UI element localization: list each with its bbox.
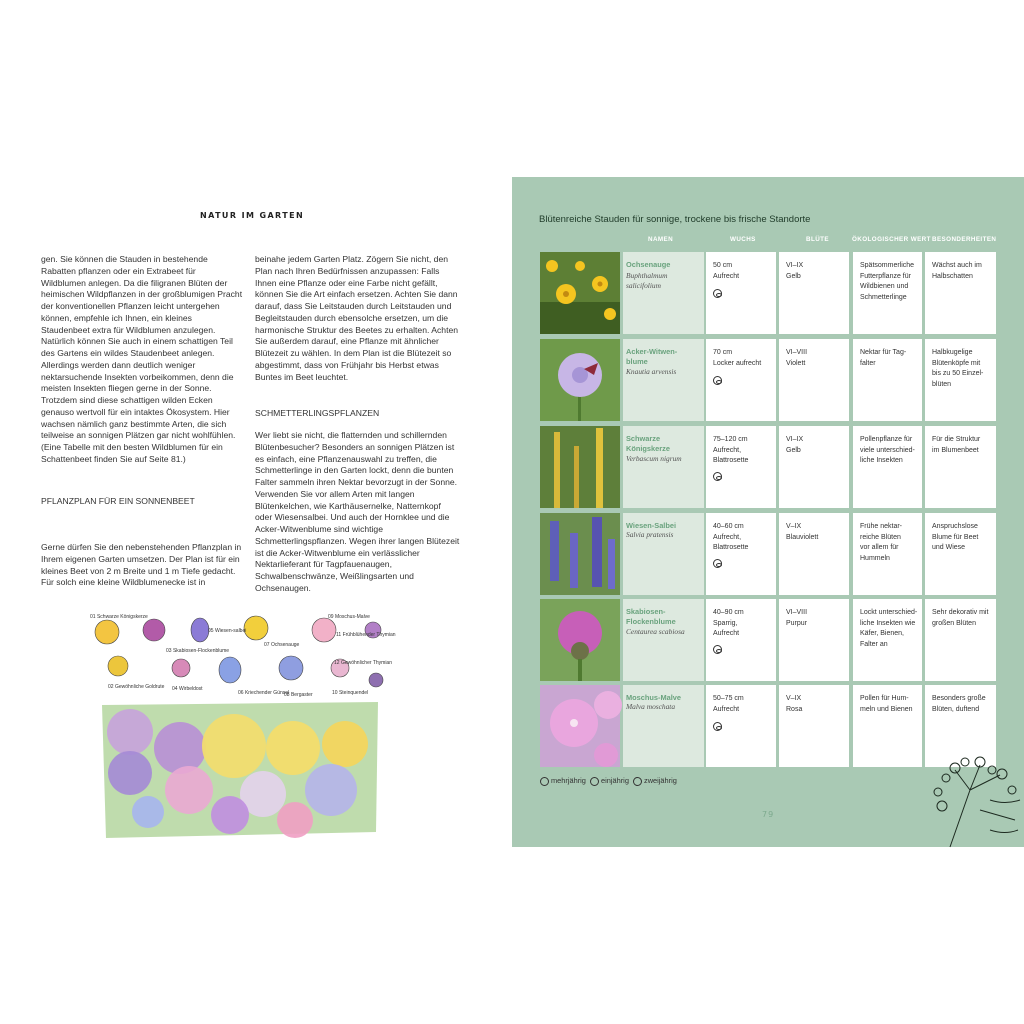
column-header-besonderheiten: BESONDERHEITEN	[932, 236, 997, 243]
wuchs-text: 40–90 cm Sparrig, Aufrecht	[713, 609, 744, 638]
perennial-icon	[713, 722, 722, 731]
plan-label-02: 02 Gewöhnliche Goldrute	[108, 684, 165, 690]
oko-text: Frühe nektar- reiche Blüten vor allem für Hummeln	[860, 523, 903, 562]
plan-label-07: 07 Ochsenauge	[264, 642, 300, 648]
wuchs-cell	[706, 513, 776, 595]
oko-cell	[853, 599, 922, 681]
photo-yellow-spike	[540, 426, 620, 508]
legend	[540, 776, 677, 786]
table-row	[540, 513, 996, 595]
blute-cell	[779, 685, 849, 767]
bes-text: Sehr dekorativ mit großen Blüten	[932, 609, 989, 627]
biennial-icon	[633, 777, 642, 786]
bes-cell	[925, 252, 996, 334]
name-cell	[623, 339, 704, 421]
column-header-namen: NAMEN	[648, 236, 674, 243]
blute-text: VI–VIII Violett	[786, 349, 808, 367]
plan-label-11: 11 Frühblühender Thymian	[336, 632, 396, 638]
flower-icon-row	[95, 616, 383, 687]
name-cell	[623, 252, 704, 334]
body-paragraph-plan: Gerne dürfen Sie den nebenstehenden Pflanzplan in Ihrem eigenen Garten umsetzen. Der Plan ist für ein kleines Beet von 2 m Breite und 1 m Tiefe gedacht. Für solch eine kleine Wildblumenecke ist in	[41, 542, 242, 588]
flower-bed	[102, 702, 378, 838]
perennial-icon	[713, 645, 722, 654]
oko-text: Pollen für Hum- meln und Bienen	[860, 695, 913, 713]
blute-text: VI–IX Gelb	[786, 262, 804, 280]
wuchs-text: 50–75 cm Aufrecht	[713, 695, 744, 713]
blute-cell	[779, 513, 849, 595]
bes-text: Anspruchslose Blume für Beet und Wiese	[932, 523, 979, 552]
page-number: 79	[762, 810, 775, 819]
oko-text: Lockt unterschied- liche Insekten wie Käfer, Bienen, Falter an	[860, 609, 918, 648]
blute-cell	[779, 252, 849, 334]
column-header-blute: BLÜTE	[806, 236, 829, 243]
running-head: NATUR IM GARTEN	[200, 211, 305, 220]
oko-text: Spätsommerliche Futterpflanze für Wildbienen und Schmetterlinge	[860, 262, 915, 301]
photo-blue-spike	[540, 513, 620, 595]
wuchs-cell	[706, 685, 776, 767]
perennial-icon	[713, 376, 722, 385]
wuchs-text: 75–120 cm Aufrecht, Blattrosette	[713, 436, 749, 465]
body-paragraph-schmetterling: Wer liebt sie nicht, die flatternden und schillernden Blütenbesucher? Besonders an sonnigen Plätzen ist es einfach, eine Pflanzenauswahl zu treffen, die Schmetterlinge in den Garten lockt, denn die bunten Falter sammeln ihren Nektar bevorzugt in der Sonne. Verwenden Sie vor allem Arten mit langen Blütenkelchen, wie Karthäusernelke, Natternkopf oder Wiesensalbei. Und auch der Hornklee und die Acker-Witwenblume sind wichtige Schmetterlingspflanzen. Wegen ihrer langen Blütezeit ist die Acker-Witwenblume ein verlässlicher Nektarlieferant für Tagpfauenaugen, Schwalbenschwänze, Weißlingsarten und Ochsenaugen.	[255, 430, 460, 593]
photo-purple-knapweed	[540, 599, 620, 681]
body-paragraph: gen. Sie können die Stauden in bestehende Rabatten pflanzen oder ein Extrabeet für Wildblumen anlegen. Da die filigranen Blüten der heimischen Wildpflanzen in der großblumigen Pracht der konventionellen Pflanzen leicht untergehen können, empfehle ich Ihnen, ein kleines Staudenbeet extra für Wildblumen anzulegen. Natürlich können Sie auch in einem schattigen Teil des Gartens ein wildes Staudenbeet anlegen. Allerdings werden dann deutlich weniger nektarsuchende Insekten vorbeikommen, denn die meisten Insekten fliegen gerne in der Sonne. Trotzdem sind diese schattigen wilden Ecken genauso wertvoll für ein intaktes Ökosystem. Hier wachsen nämlich ganz bestimmte Arten, die sich teilweise an sonnigen Plätzen gar nicht wohlfühlen. (Eine Tabelle mit den besten Wildblumen für ein Schattenbeet finden Sie auf Seite 81.)	[41, 254, 243, 464]
blute-text: VI–VIII Purpur	[786, 609, 808, 627]
latin-name: Buphthalmum salicifolium	[626, 271, 668, 290]
table-row	[540, 252, 996, 334]
latin-name: Centaurea scabiosa	[626, 627, 685, 636]
plant-name: Skabiosen- Flockenblume	[626, 607, 676, 626]
blute-cell	[779, 599, 849, 681]
bes-text: Für die Struktur im Blumenbeet	[932, 436, 981, 454]
bes-cell	[925, 513, 996, 595]
text-column-left	[41, 254, 243, 466]
blute-text: V–IX Blauviolett	[786, 523, 819, 541]
wuchs-cell	[706, 426, 776, 508]
plan-label-04: 04 Wirbeldost	[172, 686, 203, 692]
photo-yellow-daisy	[540, 252, 620, 334]
bes-text: Wächst auch im Halbschatten	[932, 262, 982, 280]
plan-label-08: 08 Bergaster	[284, 692, 313, 698]
oko-text: Nektar für Tag- falter	[860, 349, 907, 367]
plan-label-10: 10 Steinquendel	[332, 690, 369, 696]
heading-text: PFLANZPLAN FÜR EIN SONNENBEET	[41, 496, 195, 506]
legend-perennial: mehrjährig	[551, 776, 586, 785]
bes-cell	[925, 599, 996, 681]
table-row	[540, 426, 996, 508]
wuchs-cell	[706, 599, 776, 681]
wuchs-text: 50 cm Aufrecht	[713, 262, 740, 280]
latin-name: Verbascum nigrum	[626, 454, 682, 463]
column-header-okologischer-wert: ÖKOLOGISCHER WERT	[852, 236, 931, 243]
name-cell	[623, 599, 704, 681]
oko-text: Pollenpflanze für viele unterschied- liche Insekten	[860, 436, 915, 465]
wuchs-text: 40–60 cm Aufrecht, Blattrosette	[713, 523, 749, 552]
planting-plan-illustration	[88, 610, 396, 840]
table-title: Blütenreiche Stauden für sonnige, trockene bis frische Standorte	[539, 214, 811, 225]
section-heading-schmetterling: SCHMETTERLINGSPFLANZEN	[255, 408, 380, 418]
legend-biennial: zweijährig	[644, 776, 677, 785]
plan-label-12: 12 Gewöhnlicher Thymian	[334, 660, 392, 666]
latin-name: Salvia pratensis	[626, 530, 674, 539]
bes-cell	[925, 339, 996, 421]
perennial-icon	[540, 777, 549, 786]
photo-lilac-scabious	[540, 339, 620, 421]
perennial-icon	[713, 559, 722, 568]
latin-name: Malva moschata	[626, 702, 676, 711]
name-cell	[623, 513, 704, 595]
plant-name: Wiesen-Salbei	[626, 521, 677, 530]
blute-text: V–IX Rosa	[786, 695, 803, 713]
plan-label-06: 06 Kriechender Günsel	[238, 690, 290, 696]
name-cell	[623, 685, 704, 767]
text-column-right: beinahe jedem Garten Platz. Zögern Sie nicht, den Plan nach Ihren Bedürfnissen anzupassen: Falls Ihnen eine Pflanze oder eine Farbe nicht gefällt, können Sie die Art einfach ersetzen. Achten Sie dann darauf, dass Sie Leitstauden durch Leitstauden und Begleitstauden durch ebensolche ersetzen, um die harmonische Struktur des Beetes zu erhalten. Achten Sie außerdem darauf, eine Pflanze mit ähnlicher Blütezeit zu wählen. In dem Plan ist die Blütezeit so abgestimmt, dass von Frühjahr bis Herbst etwas Buntes im Beet leuchtet.	[255, 254, 459, 382]
oko-cell	[853, 426, 922, 508]
legend-annual: einjährig	[600, 776, 629, 785]
plan-label-09: 09 Moschus-Malve	[328, 614, 370, 620]
oko-cell	[853, 339, 922, 421]
oko-cell	[853, 252, 922, 334]
plant-name: Moschus-Malve	[626, 693, 682, 702]
plan-label-03: 03 Skabiosen-Flockenblume	[166, 648, 230, 654]
plant-name: Ochsenauge	[626, 260, 671, 269]
perennial-icon	[713, 289, 722, 298]
bes-cell	[925, 426, 996, 508]
photo-pink-mallow	[540, 685, 620, 767]
plant-name: Schwarze Königskerze	[626, 434, 670, 453]
section-heading-pflanzplan	[41, 496, 221, 508]
blute-cell	[779, 426, 849, 508]
biennial-icon	[713, 472, 722, 481]
bes-text: Halbkugelige Blütenköpfe mit bis zu 50 Einzel- blüten	[932, 349, 984, 388]
column-header-wuchs: WUCHS	[730, 236, 756, 243]
wuchs-text: 70 cm Locker aufrecht	[713, 349, 762, 367]
wuchs-cell	[706, 252, 776, 334]
annual-icon	[590, 777, 599, 786]
oko-cell	[853, 685, 922, 767]
blute-cell	[779, 339, 849, 421]
plan-label-05: 05 Wiesen-salbei	[208, 628, 247, 634]
latin-name: Knautia arvensis	[626, 367, 677, 376]
bes-text: Besonders große Blüten, duftend	[932, 695, 986, 713]
oko-cell	[853, 513, 922, 595]
table-row	[540, 599, 996, 681]
name-cell	[623, 426, 704, 508]
plant-name: Acker-Witwen- blume	[626, 347, 678, 366]
blute-text: VI–IX Gelb	[786, 436, 804, 454]
wuchs-cell	[706, 339, 776, 421]
table-row	[540, 339, 996, 421]
tansy-illustration	[920, 750, 1024, 847]
plan-label-01: 01 Schwarze Königskerze	[90, 614, 148, 620]
